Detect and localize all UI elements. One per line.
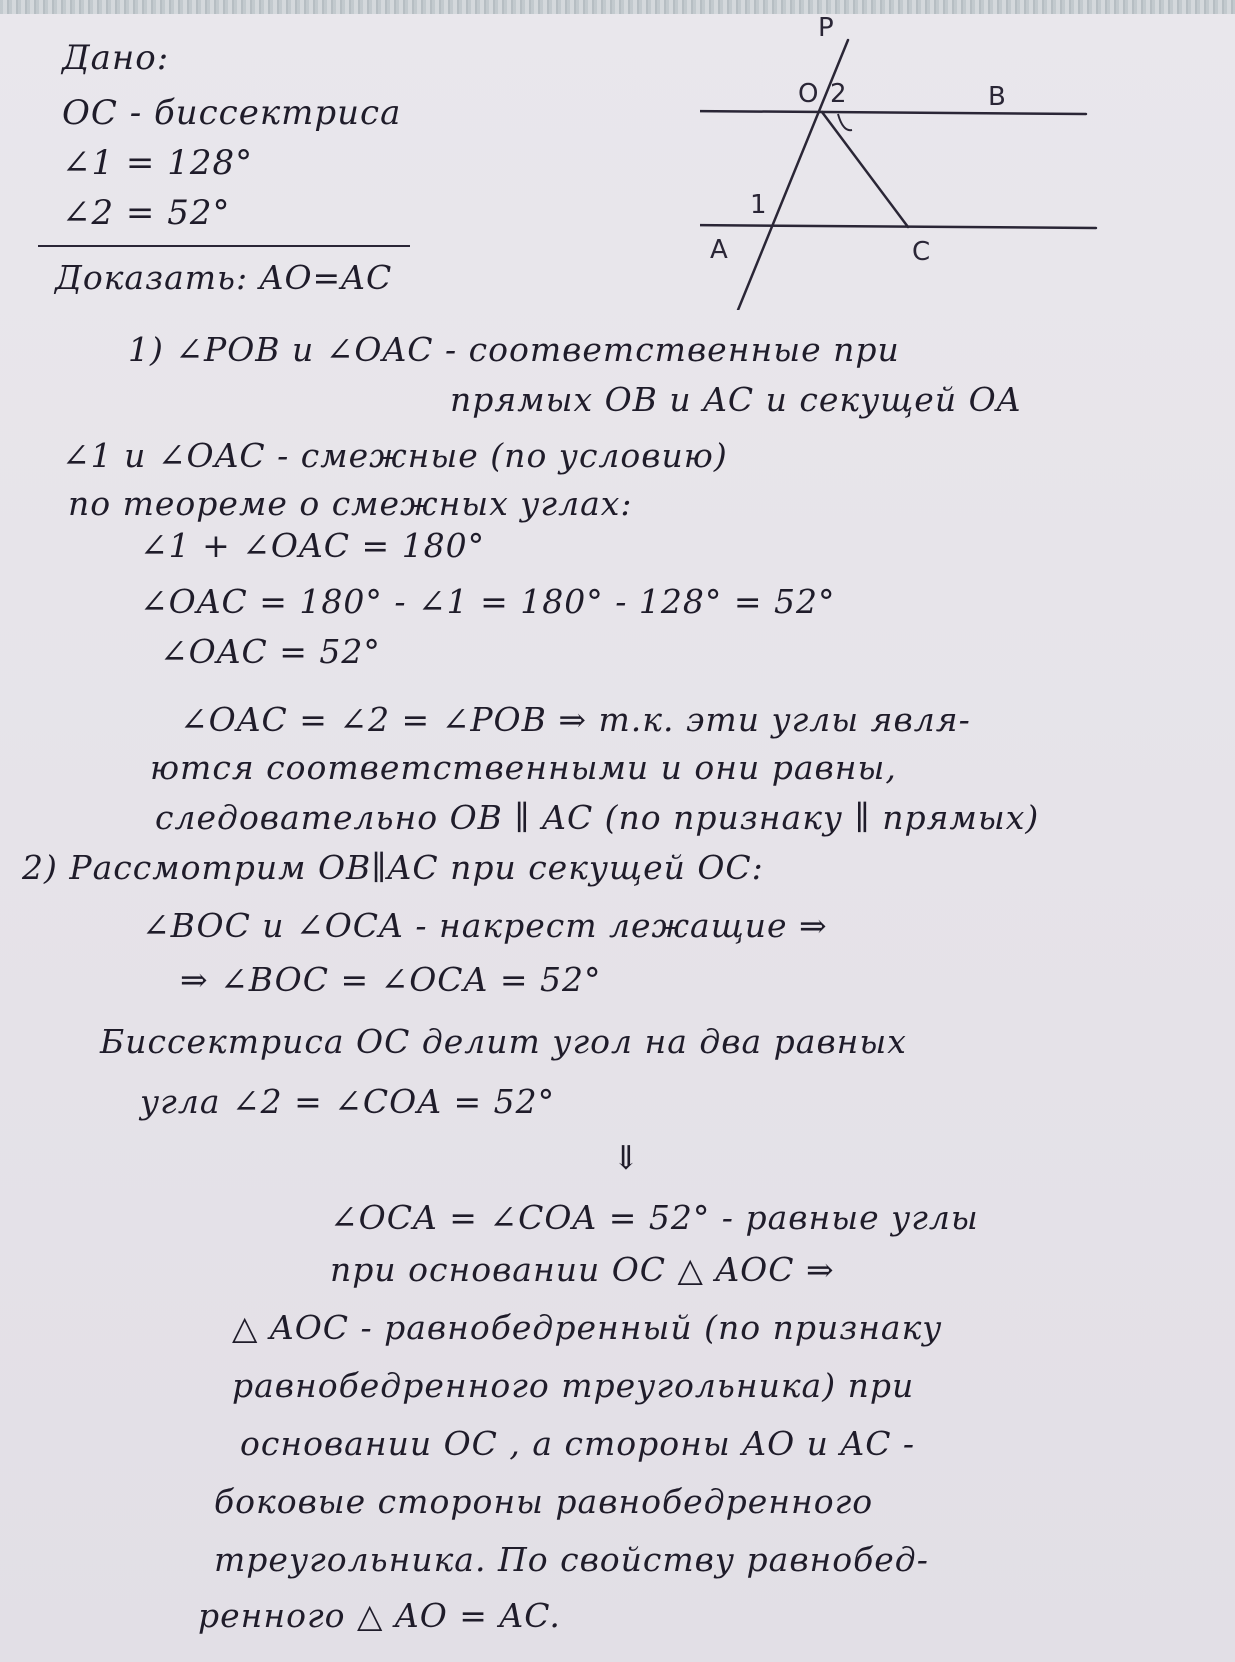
solution-line: ∠1 и ∠OAC - смежные (по условию) [62,436,728,475]
solution-line: ∠OAC = ∠2 = ∠POB ⇒ т.к. эти углы явля- [180,700,971,739]
solution-line: основании OC , а стороны AO и AC - [240,1424,916,1463]
given-line: ∠2 = 52° [62,193,231,233]
solution-line: ренного △ AO = AC. [198,1596,561,1635]
solution-line: по теореме о смежных углах: [68,484,633,523]
solution-line: следовательно OB ∥ AC (по признаку ∥ прямых) [155,798,1040,837]
angle-arc [838,114,852,130]
given-line: OC - биссектриса [62,93,402,133]
label-angle-1: 1 [750,190,767,220]
label-p: P [818,13,834,43]
geometry-diagram [700,10,1100,310]
given-line: ∠1 = 128° [62,143,254,183]
given-heading: Дано: [62,38,170,78]
solution-line: прямых OB и AC и секущей OA [450,380,1022,419]
solution-line: равнобедренного треугольника) при [232,1366,915,1405]
solution-line: ются соответственными и они равны, [150,748,897,787]
solution-line: треугольника. По свойству равнобед- [214,1540,929,1579]
solution-line: △ AOC - равнобедренный (по признаку [232,1308,943,1347]
solution-line: ∠BOC и ∠OCA - накрест лежащие ⇒ [142,906,828,945]
line-ac [700,225,1096,228]
label-a: A [710,235,728,265]
solution-line: 1) ∠POB и ∠OAC - соответственные при [128,330,900,369]
solution-line: ∠OCA = ∠COA = 52° - равные углы [330,1198,979,1237]
solution-line: угла ∠2 = ∠COA = 52° [140,1082,556,1121]
line-ob [700,111,1086,114]
solution-line: 2) Рассмотрим OB∥AC при секущей OC: [22,848,764,887]
solution-line: боковые стороны равнобедренного [214,1482,874,1521]
label-c: C [912,237,931,267]
label-angle-2: 2 [830,79,847,109]
solution-line: ⇒ ∠BOC = ∠OCA = 52° [180,960,602,999]
solution-line: при основании OC △ AOC ⇒ [330,1250,835,1289]
prove-statement: Доказать: AO=AC [55,258,393,297]
solution-line: ∠OAC = 52° [160,632,381,671]
bisector-oc [822,112,908,227]
solution-line: ⇓ [612,1138,641,1177]
given-divider [38,245,410,247]
solution-line: ∠OAC = 180° - ∠1 = 180° - 128° = 52° [140,582,836,621]
solution-line: ∠1 + ∠OAC = 180° [140,526,486,565]
label-b: B [988,82,1006,112]
label-o: O [798,79,819,109]
solution-line: Биссектриса OC делит угол на два равных [100,1022,907,1061]
